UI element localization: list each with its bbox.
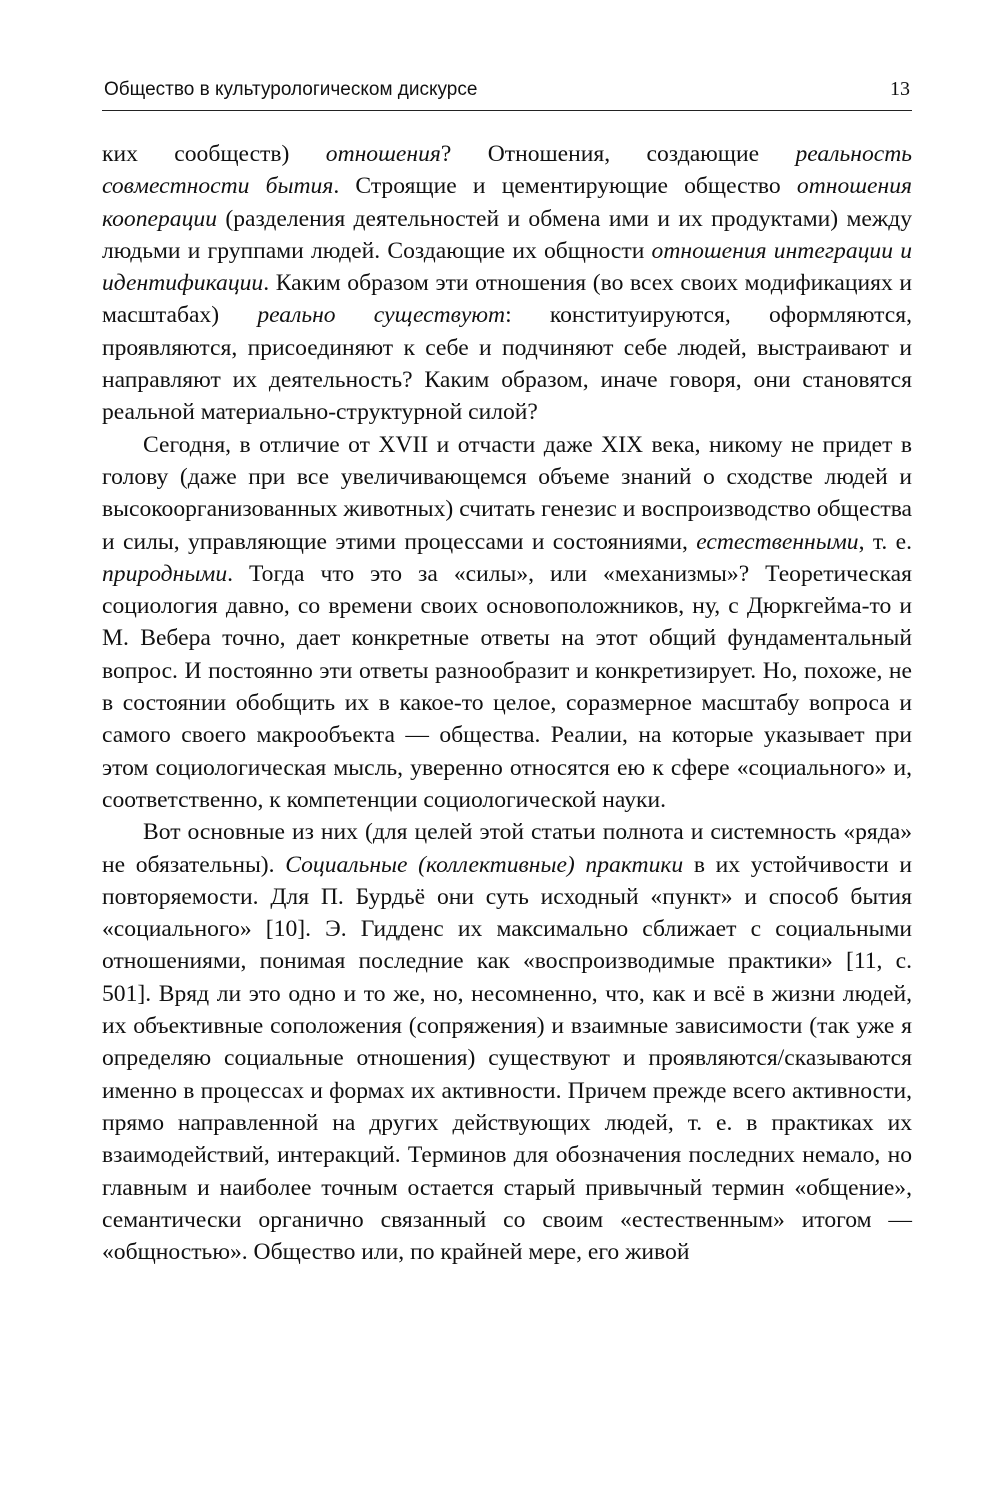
page-number: 13 xyxy=(890,78,910,100)
document-page xyxy=(102,68,912,1268)
text-run: Сегодня, в отличие от XVII и отчасти даже XIX века, никому не придет в голову (даже при все увеличивающемся объеме знаний о сходстве людей и высокоорганизованных животных) считать генезис и воспроизводство общества и силы, управляющие этими процессами и состояниями, xyxy=(102,431,912,555)
body-text xyxy=(102,138,912,1268)
text-run: Вот основные из них (для целей этой статьи полнота и системность «ряда» не обязательны). xyxy=(102,819,912,878)
text-run: в их устойчивости и повторяемости. Для П. Бурдьё они суть исходный «пункт» и способ бытия «социального» [10]. Э. Гидденс их максимально сближает с социальными отношениями, понимая последние как «воспроизводимые практики» [11, с. 501]. Вряд ли это одно и то же, но, несомненно, что, как и всё в жизни людей, их объективные соположения (сопряжения) и взаимные зависимости (так уже я определяю социальные отношения) существуют и проявляются/сказываются именно в процессах и формах их активности. Причем прежде всего активности, прямо направленной на других действующих людей, т. е. в практиках их взаимодействий, интеракций. Терминов для обозначения последних немало, но главным и наиболее точным остается старый привычный термин «общение», семантически органично связанный со своим «естественным» итогом — «общностью». Общество или, по крайней мере, его живой xyxy=(102,851,912,1266)
italic-text: Социальные (коллективные) практики xyxy=(285,851,684,878)
italic-text: отношения интеграции и идентификации xyxy=(102,237,912,297)
italic-text: отношения кооперации xyxy=(102,173,912,232)
running-header xyxy=(102,68,912,111)
text-run: , т. е. xyxy=(858,528,912,555)
text-run: . Строящие и цементирующие общество xyxy=(333,173,797,200)
italic-text: отношения xyxy=(325,141,441,167)
running-header-title: Общество в культурологическом дискурсе xyxy=(104,79,478,100)
italic-text: реально существуют xyxy=(257,302,506,329)
italic-text: природными xyxy=(102,560,228,587)
italic-text: реальность совместности бытия xyxy=(102,141,912,200)
text-run: : конституируются, оформляются, проявляются, присоединяют к себе и подчиняют себе людей, выстраивают и направляют их деятельность? Каким образом, иначе говоря, они становятся реальной материально-структурной силой? xyxy=(102,302,913,426)
text-run: (разделения деятельностей и обмена ими и их продуктами) между людьми и группами людей. Создающие их общности xyxy=(102,205,912,264)
text-run: ких сообществ) xyxy=(102,141,326,167)
paragraph xyxy=(102,429,912,817)
paragraph xyxy=(102,816,912,1268)
paragraph xyxy=(102,138,912,429)
text-run: ? Отношения, создающие xyxy=(440,141,796,167)
text-run: . Каким образом эти отношения (во всех своих модификациях и масштабах) xyxy=(102,270,912,329)
text-run: . Тогда что это за «силы», или «механизмы»? Теоретическая социология давно, со времени своих основоположников, ну, с Дюркгейма-то и М. Вебера точно, дает конкретные ответы на этот общий фундаментальный вопрос. И постоянно эти ответы разнообразит и конкретизирует. Но, похоже, не в состоянии обобщить их в какое-то целое, соразмерное масштабу вопроса и самого своего макрообъекта — общества. Реалии, на которые указывает при этом социологическая мысль, уверенно относятся ею к сфере «социального» и, соответственно, к компетенции социологической науки. xyxy=(102,560,912,813)
italic-text: естественными xyxy=(696,528,859,555)
